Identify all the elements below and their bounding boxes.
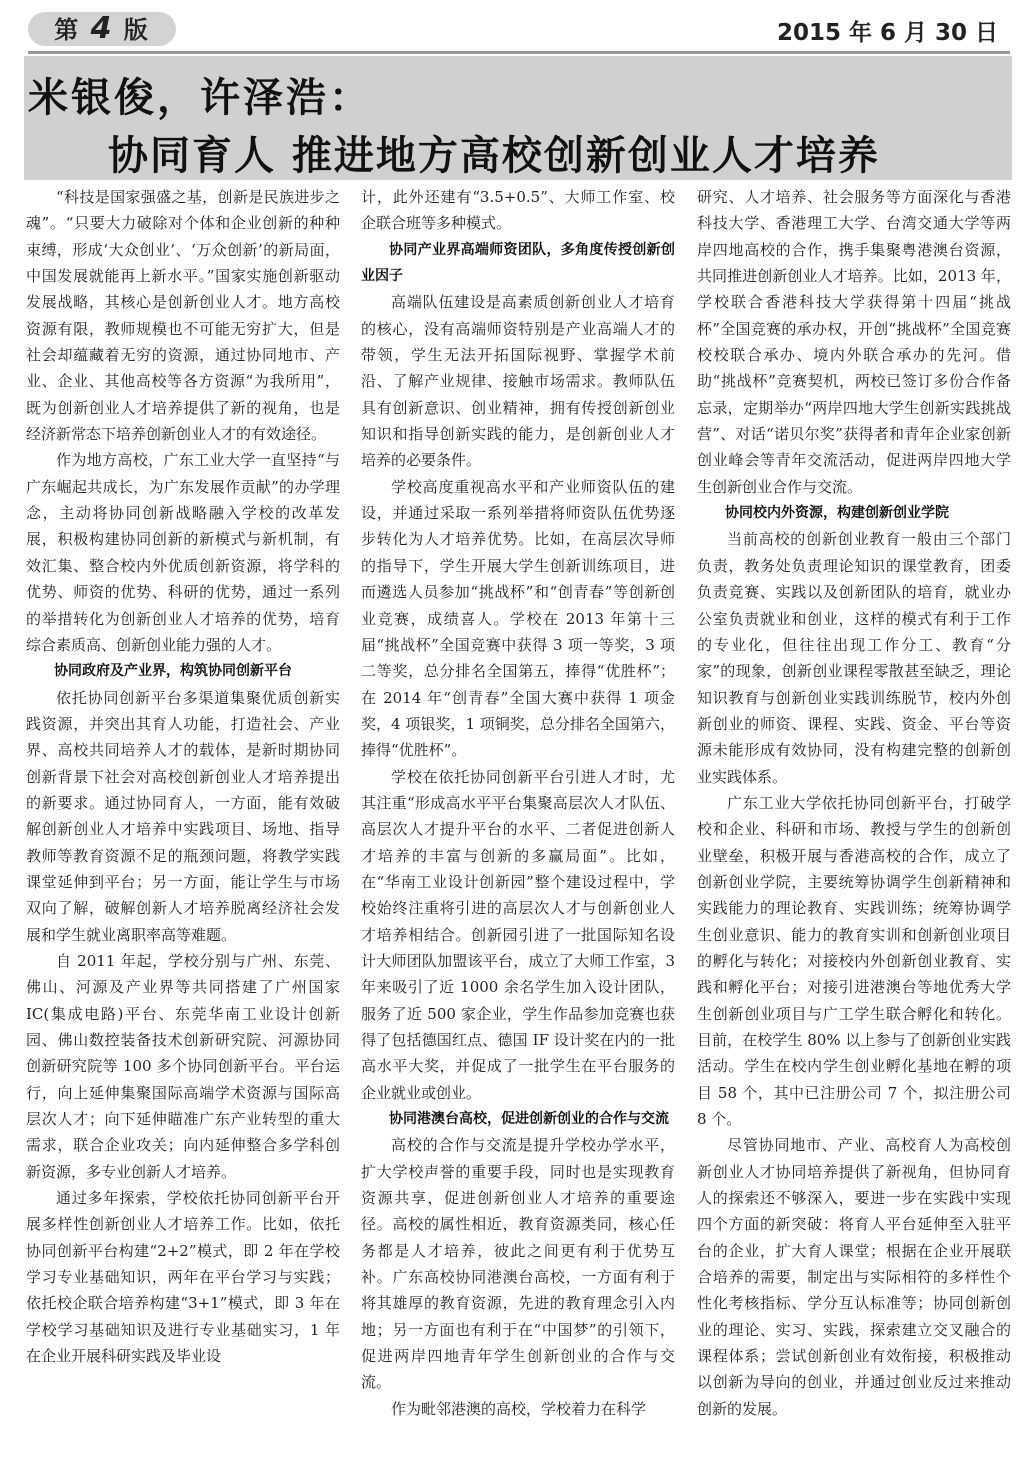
- paragraph: 学校高度重视高水平和产业师资队伍的建设，并通过采取一系列举措将师资队伍优势逐步转化为人才培养优势。比如，在高层次导师的指导下，学生开展大学生创新训练项目，进而遴选人员参加“挑战杯”和“创青春”等创新创业竞赛，成绩喜人。学校在 2013 年第十三届“挑战杯”全国竞赛中获得 3 项一等奖，3 项二等奖，总分排名全国第五，捧得“优胜杯”；在 2014 年“创青春”全国大赛中获得 1 项金奖，4 项银奖，1 项铜奖，总分排名全国第六，捧得“优胜杯”。: [361, 477, 675, 760]
- edition-prefix: 第: [54, 16, 81, 44]
- paragraph: 通过多年探索，学校依托协同创新平台开展多样性创新创业人才培养工作。比如，依托协同创新平台构建“2+2”模式，即 2 年在学校学习专业基础知识，两年在平台学习与实践；依托校企联合培养构建“3+1”模式，即 3 年在学校学习基础知识及进行专业基础实习，1 年在企业开展科研实践及毕业设: [26, 1189, 340, 1366]
- masthead: [28, 10, 1008, 50]
- paragraph: 高校的合作与交流是提升学校办学水平，扩大学校声誉的重要手段，同时也是实现教育资源共享，促进创新创业人才培养的重要途径。高校的属性相近，教育资源类同，核心任务都是人才培养，彼此之间更有利于优势互补。广东高校协同港澳台高校，一方面有利于将其雄厚的教育资源，先进的教育理念引入内地；另一方面也有利于在“中国梦”的引领下，促进两岸四地青年学生创新创业的合作与交流。: [361, 1136, 675, 1392]
- paragraph: 广东工业大学依托协同创新平台，打破学校和企业、科研和市场、教授与学生的创新创业壁垒，积极开展与香港高校的合作，成立了创新创业学院，主要统筹协调学生创新精神和实践能力的理论教育、实践训练；统筹协调学生创业意识、能力的教育实训和创新创业项目的孵化与转化；对接校内外创新创业教育、实践和孵化平台；对接引进港澳台等地优秀大学生创新创业项目与广工学生联合孵化和转化。目前，在校学生 80% 以上参与了创新创业实践活动。学生在校内学生创业孵化基地在孵的项目 58 个，其中已注册公司 7 个，拟注册公司 8 个。: [697, 793, 1011, 1129]
- column-2: [361, 184, 675, 1444]
- paragraph: 依托协同创新平台多渠道集聚优质创新实践资源，并突出其育人功能，打造社会、产业界、高校共同培养人才的载体，是新时期协同创新背景下社会对高校创新创业人才培养提出的新要求。通过协同育人，一方面，能有效破解创新创业人才培养中实践项目、场地、指导教师等教育资源不足的瓶颈问题，将教学实践课堂延伸到平台；另一方面，能让学生与市场双向了解，破解创新人才培养脱离经济社会发展和学生就业离职率高等难题。: [26, 688, 340, 944]
- column-3: [697, 184, 1011, 1444]
- headline-title: 协同育人 推进地方高校创新创业人才培养: [108, 133, 880, 179]
- paragraph-continued: 计，此外还建有“3.5+0.5”、大师工作室、校企联合班等多种模式。: [361, 188, 675, 233]
- paragraph: 高端队伍建设是高素质创新创业人才培育的核心，没有高端师资特别是产业高端人才的带领，学生无法开拓国际视野、掌握学术前沿、了解产业规律、接触市场需求。教师队伍具有创新意识、创业精神，拥有传授创新创业知识和指导创新实践的能力，是创新创业人才培养的必要条件。: [361, 293, 675, 470]
- column-1: [26, 184, 340, 1444]
- edition-badge: [28, 12, 176, 46]
- section-heading: 协同产业界高端师资团队，多角度传授创新创业因子: [361, 241, 675, 285]
- paragraph: 自 2011 年起，学校分别与广州、东莞、佛山、河源及产业界等共同搭建了广州国家 IC(集成电路)平台、东莞华南工业设计创新园、佛山数控装备技术创新研究院、河源协同创新研究院等 100 多个协同创新平台。平台运行，向上延伸集聚国际高端学术资源与国际高层次人才；向下延伸瞄准广东产业转型的重大需求，联合企业攻关；向内延伸整合多学科创新资源，多专业创新人才培养。: [26, 951, 340, 1181]
- paragraph: 作为毗邻港澳的高校，学校着力在科学: [391, 1399, 647, 1418]
- paragraph-continued: 研究、人才培养、社会服务等方面深化与香港科技大学、香港理工大学、台湾交通大学等两岸四地高校的合作，携手集聚粤港澳台资源，共同推进创新创业人才培养。比如，2013 年，学校联合香港科技大学获得第十四届“挑战杯”全国竞赛的承办权，开创“挑战杯”全国竞赛校校联合承办、境内外联合承办的先河。借助“挑战杯”竞赛契机，两校已签订多份合作备忘录，定期举办“两岸四地大学生创新实践挑战营”、对话“诺贝尔奖”获得者和青年企业家创新创业峰会等青年交流活动，促进两岸四地大学生创新创业合作与交流。: [697, 188, 1011, 496]
- publication-date: 2015 年 6 月 30 日: [776, 20, 998, 46]
- headline-authors: 米银俊，许泽浩：: [28, 74, 372, 121]
- header-rule: [28, 51, 1010, 54]
- edition-number: 4: [90, 11, 114, 46]
- section-heading: 协同校内外资源，构建创新创业学院: [725, 505, 949, 522]
- paragraph: 学校在依托协同创新平台引进人才时，尤其注重“形成高水平平台集聚高层次人才队伍、高层次人才提升平台的水平、二者促进创新人才培养的丰富与创新的多赢局面”。比如，在“华南工业设计创新园”整个建设过程中，学校始终注重将引进的高层次人才与创新创业人才培养相结合。创新园引进了一批国际知名设计大师团队加盟该平台，成立了大师工作室，3 年来吸引了近 1000 余名学生加入设计团队，服务了近 500 家企业，学生作品参加竞赛也获得了包括德国红点、德国 IF 设计奖在内的一批高水平大奖，并促成了一批学生在平台服务的企业就业或创业。: [361, 767, 675, 1102]
- paragraph: 作为地方高校，广东工业大学一直坚持“与广东崛起共成长，为广东发展作贡献”的办学理念，主动将协同创新战略融入学校的改革发展，积极构建协同创新的新模式与新机制，有效汇集、整合校内外优质创新资源，将学科的优势、师资的优势、科研的优势，通过一系列的举措转化为创新创业人才培养的优势，培育综合素质高、创新创业能力强的人才。: [26, 451, 340, 654]
- edition-suffix: 版: [123, 16, 150, 44]
- headline-block: [24, 56, 1012, 180]
- section-heading: 协同政府及产业界，构筑协同创新平台: [54, 663, 292, 680]
- paragraph: 尽管协同地市、产业、高校育人为高校创新创业人才协同培养提供了新视角，但协同育人的探索还不够深入，要进一步在实践中实现四个方面的新突破：将育人平台延伸至入驻平台的企业，扩大育人课堂；根据在企业开展联合培养的需要，制定出与实际相符的多样性个性化考核指标、学分互认标准等；协同创新创业的理论、实习、实践，探索建立交叉融合的课程体系；尝试创新创业有效衔接，积极推动以创新为导向的创业，并通过创业反过来推动创新的发展。: [697, 1136, 1011, 1418]
- section-heading: 协同港澳台高校，促进创新创业的合作与交流: [389, 1111, 669, 1128]
- paragraph: 当前高校的创新创业教育一般由三个部门负责，教务处负责理论知识的课堂教育，团委负责竞赛、实践以及创新团队的培育，就业办公室负责就业和创业，这样的模式有利于工作的专业化，但往往出现工作分工、教育“分家”的现象，创新创业课程零散甚至缺乏，理论知识教育与创新创业实践训练脱节，校内外创新创业的师资、课程、实践、资金、平台等资源未能形成有效协同，没有构建完整的创新创业实践体系。: [697, 530, 1011, 786]
- paragraph: “科技是国家强盛之基，创新是民族进步之魂”。“只要大力破除对个体和企业创新的种种束缚，形成‘大众创业’、‘万众创新’的新局面，中国发展就能再上新水平。”国家实施创新驱动发展战略，其核心是创新创业人才。地方高校资源有限，教师规模也不可能无穷扩大，但是社会却蕴藏着无穷的资源，通过协同地市、产业、企业、其他高校等各方资源“为我所用”，既为创新创业人才培养提供了新的视角，也是经济新常态下培养创新创业人才的有效途径。: [26, 188, 340, 444]
